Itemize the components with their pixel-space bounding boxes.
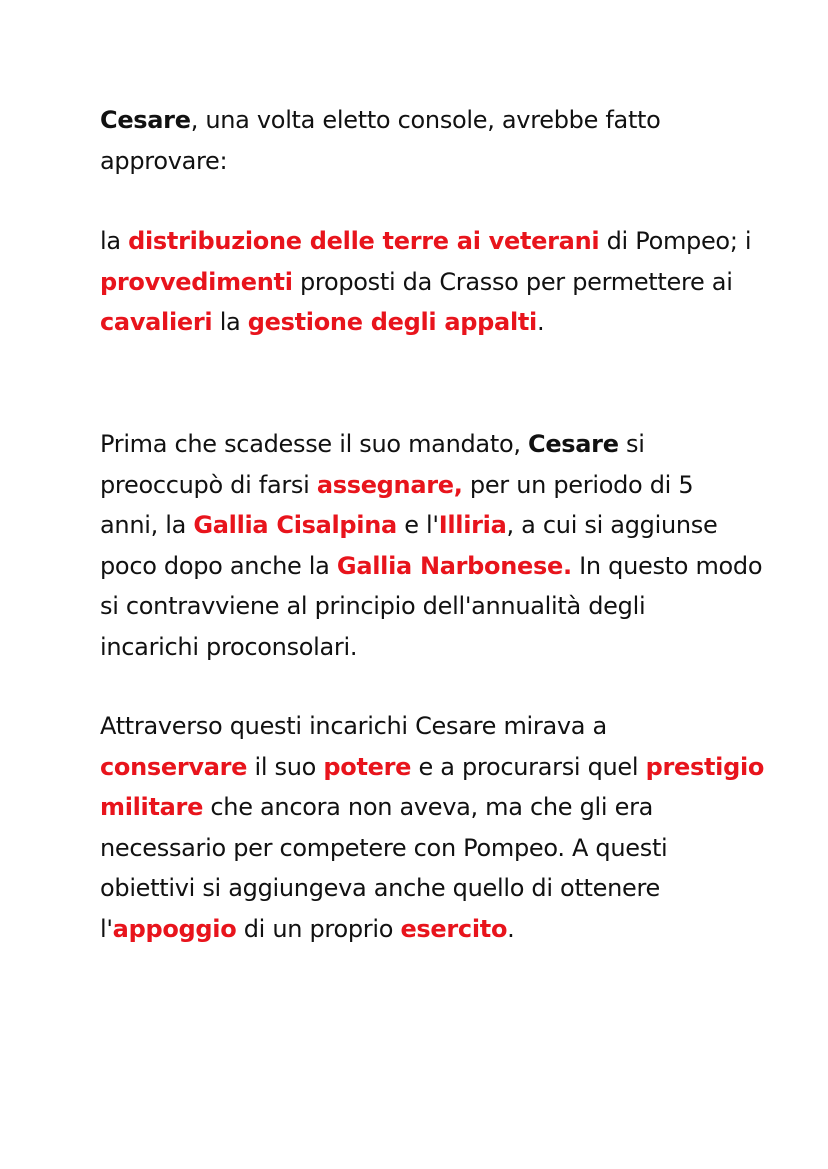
bold-term: Cesare [100, 106, 191, 134]
text-run: di Pompeo; i [599, 227, 752, 255]
text-run: per un periodo di 5 [462, 470, 694, 499]
highlighted-term: distribuzione delle terre ai veterani [128, 227, 600, 255]
text-run: e l' [396, 511, 439, 539]
highlighted-term: prestigio [645, 752, 765, 781]
bold-term: Cesare [528, 430, 619, 458]
text-line [100, 424, 740, 465]
text-run: In questo modo [571, 551, 763, 580]
text-run: la [100, 227, 129, 255]
text-line [100, 868, 740, 909]
text-run: Attraverso questi incarichi Cesare mirava a [100, 712, 607, 740]
highlighted-term: provvedimenti [100, 267, 293, 296]
highlighted-term: appoggio [112, 914, 237, 943]
text-run: preoccupò di farsi [100, 470, 317, 499]
highlighted-term: esercito [400, 914, 508, 943]
text-line [100, 747, 765, 788]
highlighted-term: conservare [100, 752, 248, 781]
text-line [100, 828, 740, 869]
text-line [100, 586, 740, 627]
text-run: e a procurarsi quel [411, 752, 646, 781]
highlighted-term: assegnare, [316, 470, 463, 499]
text-line [100, 505, 740, 546]
highlighted-term: gestione degli appalti [247, 308, 537, 336]
highlighted-term: cavalieri [100, 308, 213, 336]
text-run: incarichi proconsolari. [100, 632, 358, 661]
text-run: anni, la [100, 511, 194, 539]
text-run: proposti da Crasso per permettere ai [292, 267, 733, 296]
paragraph-incarichi [100, 706, 765, 949]
text-run: approvare: [100, 146, 228, 175]
text-line [100, 909, 740, 950]
highlighted-term: Gallia Cisalpina [193, 511, 397, 539]
text-run: la [212, 308, 248, 336]
text-run: che ancora non aveva, ma che gli era [203, 793, 654, 821]
text-run: Prima che scadesse il suo mandato, [100, 430, 528, 458]
text-line [100, 100, 740, 141]
text-run: si [618, 430, 645, 458]
text-run: , una volta eletto console, avrebbe fatto [190, 106, 661, 134]
text-line [100, 465, 740, 506]
text-line [100, 627, 740, 668]
highlighted-term: Gallia Narbonese. [336, 551, 572, 580]
text-run: si contravviene al principio dell'annualità degli [100, 592, 646, 620]
text-line [100, 302, 740, 343]
text-run: , a cui si aggiunse [506, 511, 718, 539]
highlighted-term: Illiria [438, 511, 507, 539]
highlighted-term: militare [100, 793, 204, 821]
text-run: necessario per competere con Pompeo. A questi [100, 833, 668, 862]
text-run: obiettivi si aggiungeva anche quello di ottenere [100, 874, 661, 902]
text-run: . [536, 308, 545, 336]
text-line [100, 141, 740, 182]
highlighted-term: potere [323, 752, 412, 781]
text-line [100, 221, 752, 262]
paragraph-mandato [100, 424, 763, 667]
text-run: di un proprio [236, 914, 401, 943]
text-line [100, 262, 740, 303]
text-run: il suo [247, 752, 324, 781]
text-run: l' [100, 914, 113, 943]
text-run: poco dopo anche la [100, 551, 337, 580]
paragraph-cesare-console [100, 100, 740, 181]
text-line [100, 706, 740, 747]
text-run: . [507, 914, 515, 943]
text-line [100, 787, 740, 828]
paragraph-provvedimenti [100, 221, 752, 343]
text-line [100, 546, 763, 587]
